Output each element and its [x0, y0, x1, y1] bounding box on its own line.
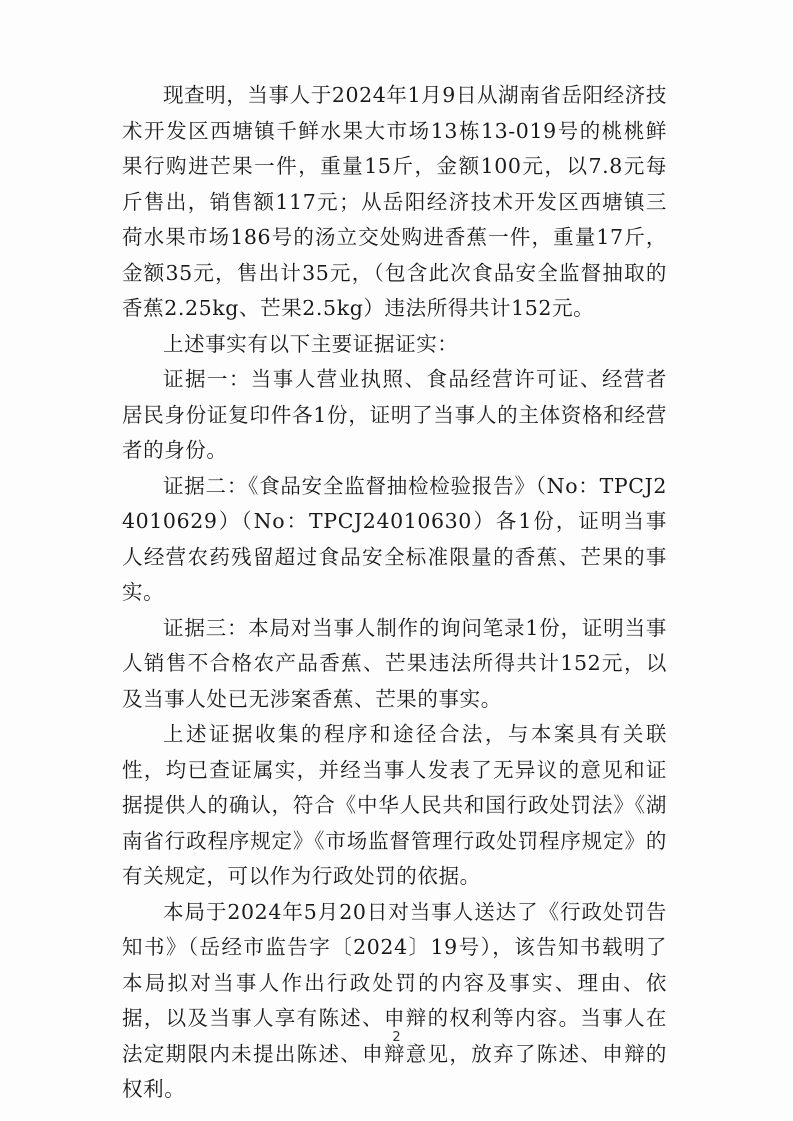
- page-number: 2: [392, 1030, 401, 1045]
- paragraph-facts: 现查明，当事人于2024年1月9日从湖南省岳阳经济技术开发区西塘镇千鲜水果大市场13栋13-019号的桃桃鲜果行购进芒果一件，重量15斤，金额100元，以7.8元每斤售出，销售额117元；从岳阳经济技术开发区西塘镇三荷水果市场186号的汤立交处购进香蕉一件，重量17斤，金额35元，售出计35元，（包含此次食品安全监督抽取的香蕉2.25kg、芒果2.5kg）违法所得共计152元。: [122, 83, 667, 320]
- paragraph-evidence-intro: 上述事实有以下主要证据证实：: [163, 331, 459, 356]
- paragraph-notification: 本局于2024年5月20日对当事人送达了《行政处罚告知书》（岳经市监告字〔2024〕19号），该告知书载明了本局拟对当事人作出行政处罚的内容及事实、理由、依据，以及当事人享有陈述、申辩的权利等内容。当事人在法定期限内未提出陈述、申辩意见，放弃了陈述、申辩的权利。: [122, 899, 667, 1101]
- paragraph-evidence-legality: 上述证据收集的程序和途径合法，与本案具有关联性，均已查证属实，并经当事人发表了无异议的意见和证据提供人的确认，符合《中华人民共和国行政处罚法》《湖南省行政程序规定》《市场监督管理行政处罚程序规定》的有关规定，可以作为行政处罚的依据。: [122, 722, 667, 888]
- paragraph-evidence-3: 证据三：本局对当事人制作的询问笔录1份，证明当事人销售不合格农产品香蕉、芒果违法所得共计152元，以及当事人处已无涉案香蕉、芒果的事实。: [122, 615, 667, 711]
- paragraph-evidence-2: 证据二：《食品安全监督抽检检验报告》（No：TPCJ24010629）（No：TPCJ24010630）各1份，证明当事人经营农药残留超过食品安全标准限量的香蕉、芒果的事实。: [122, 473, 667, 604]
- document-body: [122, 78, 667, 1108]
- paragraph-evidence-1: 证据一：当事人营业执照、食品经营许可证、经营者居民身份证复印件各1份，证明了当事人的主体资格和经营者的身份。: [122, 367, 667, 462]
